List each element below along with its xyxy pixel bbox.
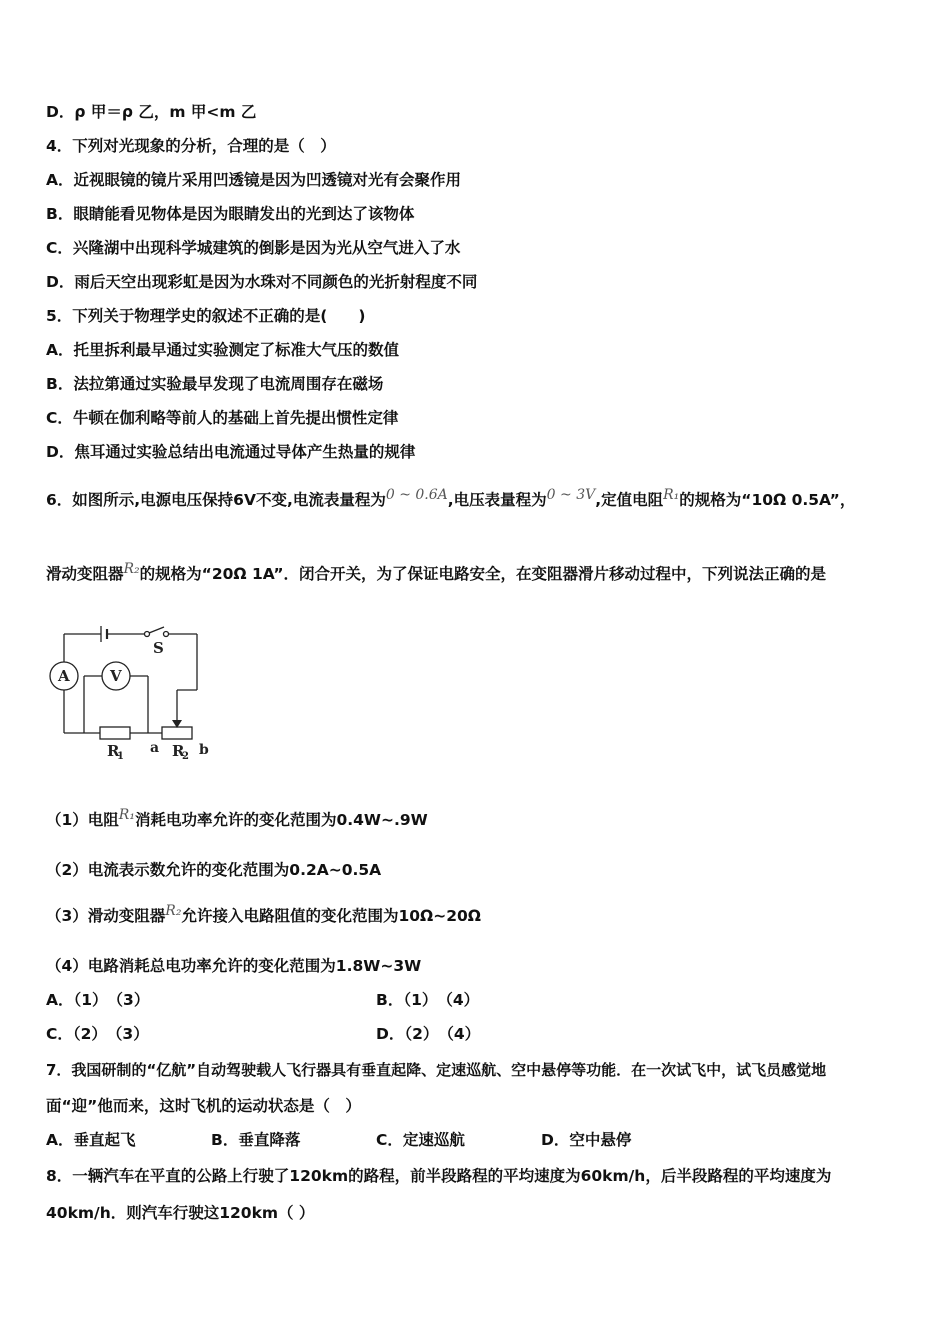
r1-resistor (100, 727, 130, 739)
q6-stem-part2: ,电压表量程为 (447, 491, 547, 509)
q7-option-c: C．定速巡航 (376, 1131, 465, 1149)
q6-stem-line1 (46, 487, 856, 511)
statement-3-part1: （3）滑动变阻器 (46, 907, 166, 925)
q6-option-b: B．（1） （4） (376, 991, 480, 1009)
q7-stem-line2: 面“迎”他而来，这时飞机的运动状态是（ ） (46, 1097, 361, 1115)
q5-option-b: B．法拉第通过实验最早发现了电流周围存在磁场 (46, 375, 384, 393)
q4-stem: 4．下列对光现象的分析，合理的是（ ） (46, 137, 336, 155)
q4-option-c: C．兴隆湖中出现科学城建筑的倒影是因为光从空气进入了水 (46, 239, 461, 257)
q6-line2-part1: 滑动变阻器 (46, 565, 124, 583)
r2-formula: R₂ (123, 561, 140, 577)
switch-blade (149, 627, 164, 633)
q6-statement-4: （4）电路消耗总电功率允许的变化范围为1.8W~3W (46, 957, 422, 975)
voltmeter-range-formula: 0 ~ 3V (546, 487, 596, 503)
q4-option-d: D．雨后天空出现彩虹是因为水珠对不同颜色的光折射程度不同 (46, 273, 478, 291)
q6-line2-part2: 的规格为“20Ω 1A”．闭合开关，为了保证电路安全，在变阻器滑片移动过程中，下列说法正确的是 (139, 565, 827, 583)
q6-stem-part1: 6．如图所示,电源电压保持6V不变,电流表量程为 (46, 491, 386, 509)
q7-option-b: B．垂直降落 (211, 1131, 301, 1149)
q5-stem: 5．下列关于物理学史的叙述不正确的是( ) (46, 307, 366, 325)
statement-3-r2-formula: R₂ (165, 903, 182, 919)
circuit-diagram (44, 620, 224, 765)
q6-statement-1 (46, 807, 428, 831)
q6-statement-3 (46, 903, 481, 927)
statement-1-part2: 消耗电功率允许的变化范围为0.4W~.9W (134, 811, 428, 829)
q6-stem-line2 (46, 561, 827, 585)
ammeter-label: A (58, 667, 70, 685)
r2-label: R (172, 742, 185, 760)
point-a-label: a (150, 740, 160, 756)
q5-option-d: D．焦耳通过实验总结出电流通过导体产生热量的规律 (46, 443, 416, 461)
q5-option-c: C．牛顿在伽利略等前人的基础上首先提出惯性定律 (46, 409, 399, 427)
r1-subscript: 1 (117, 751, 124, 762)
statement-1-part1: （1）电阻 (46, 811, 119, 829)
switch-pivot (145, 632, 150, 637)
q5-option-a: A．托里拆利最早通过实验测定了标准大气压的数值 (46, 341, 399, 359)
q6-stem-part4: 的规格为“10Ω 0.5A”， (679, 491, 856, 509)
q8-stem-line1: 8．一辆汽车在平直的公路上行驶了120km的路程，前半段路程的平均速度为60km/h，后半段路程的平均速度为 (46, 1167, 832, 1185)
q4-option-b: B．眼睛能看见物体是因为眼睛发出的光到达了该物体 (46, 205, 415, 223)
r2-subscript: 2 (182, 751, 189, 762)
q6-option-d: D．（2） （4） (376, 1025, 481, 1043)
q6-statement-2: （2）电流表示数允许的变化范围为0.2A~0.5A (46, 861, 382, 879)
switch-contact (164, 632, 169, 637)
q6-option-c: C．（2） （3） (46, 1025, 149, 1043)
r1-label: R (107, 742, 120, 760)
r2-resistor (162, 727, 192, 739)
q6-option-a: A．（1） （3） (46, 991, 150, 1009)
statement-3-part2: 允许接入电路阻值的变化范围为10Ω~20Ω (181, 907, 481, 925)
q6-stem-part3: ,定值电阻 (595, 491, 664, 509)
r1-formula: R₁ (663, 487, 680, 503)
ammeter-range-formula: 0 ~ 0.6A (385, 487, 448, 503)
statement-1-r1-formula: R₁ (118, 807, 135, 823)
voltmeter-label: V (110, 667, 122, 685)
q8-stem-line2: 40km/h．则汽车行驶这120km（ ） (46, 1204, 315, 1222)
q3-option-d: D．ρ 甲＝ρ 乙，m 甲<m 乙 (46, 103, 257, 121)
switch-label: S (153, 639, 164, 657)
q7-stem-line1: 7．我国研制的“亿航”自动驾驶载人飞行器具有垂直起降、定速巡航、空中悬停等功能．在一次试飞中，试飞员感觉地 (46, 1061, 827, 1079)
point-b-label: b (199, 742, 209, 758)
q7-option-a: A．垂直起飞 (46, 1131, 136, 1149)
q7-option-d: D．空中悬停 (541, 1131, 632, 1149)
q4-option-a: A．近视眼镜的镜片采用凹透镜是因为凹透镜对光有会聚作用 (46, 171, 461, 189)
